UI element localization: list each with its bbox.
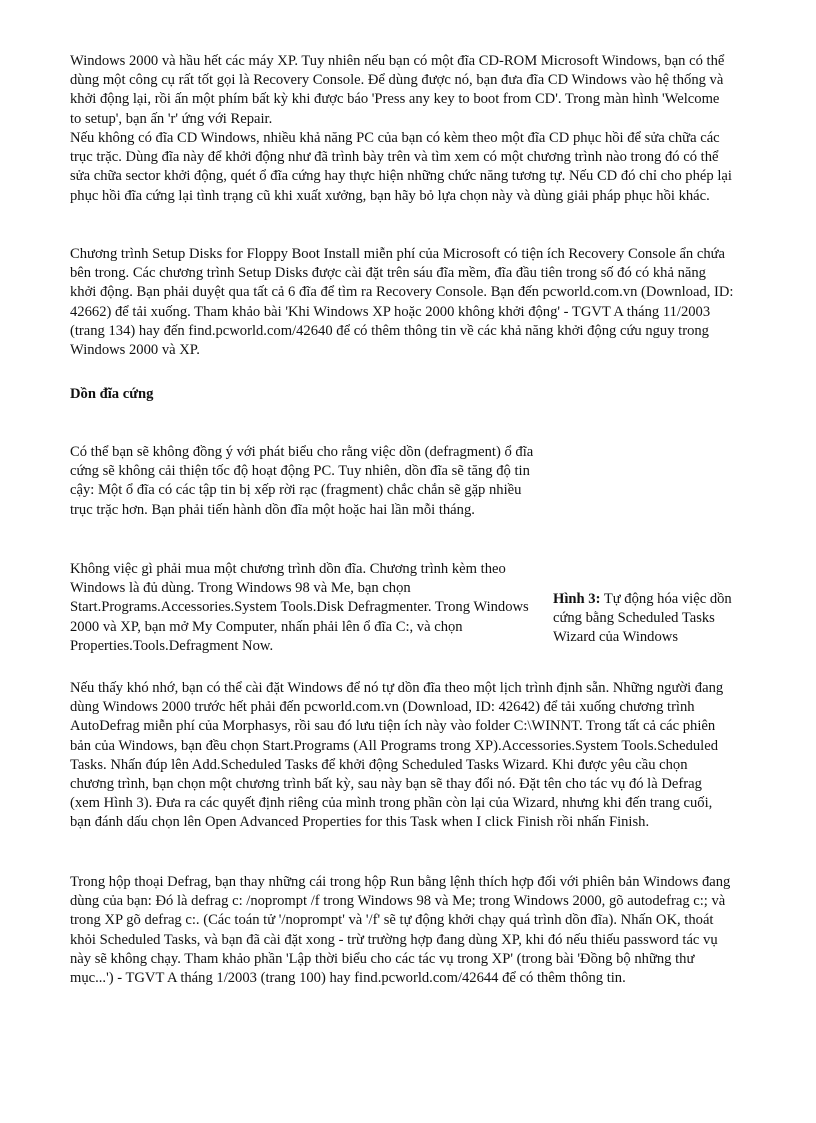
paragraph-recovery-console: Windows 2000 và hầu hết các máy XP. Tuy nhiên nếu bạn có một đĩa CD-ROM Microsoft Windows, bạn có thể dùng một công cụ rất tốt gọi là Recovery Console. Để dùng được nó, bạn đưa đĩa CD Windows vào hệ thống và khởi động lại, rồi ấn một phím bất kỳ khi được báo 'Press any key to boot from CD'. Trong màn hình 'Welcome to setup', bạn ấn 'r' ứng với Repair.: [70, 53, 725, 127]
paragraph-defrag-dialog: Trong hộp thoại Defrag, bạn thay những cái trong hộp Run bằng lệnh thích hợp đối với phiên bản Windows đang dùng của bạn: Đó là defrag c: /noprompt /f trong Windows 98 và Me; trong Windows 2000, gõ autodefrag c:; và trong XP gõ defrag c:. (Các toán tử '/noprompt' và '/f' sẽ tự động khởi chạy quá trình dồn đĩa). Nhấn OK, thoát khỏi Scheduled Tasks, và bạn đã cài đặt xong - trừ trường hợp đang dùng XP, khi đó nếu thiếu password tác vụ này sẽ không chạy. Tham khảo phần 'Lập thời biểu cho các tác vụ trong XP' (trong bài 'Đồng bộ những thư mục...') - TGVT A tháng 1/2003 (trang 100) hay find.pcworld.com/42644 để có thêm thông tin.: [70, 874, 731, 987]
paragraph-defrag-intro: Có thể bạn sẽ không đồng ý với phát biểu cho rằng việc dồn (defragment) ổ đĩa cứng sẽ không cải thiện tốc độ hoạt động PC. Tuy nhiên, dồn đĩa sẽ tăng độ tin cậy: Một ổ đĩa có các tập tin bị xếp rời rạc (fragment) chắc chắn sẽ gặp nhiều trục trặc hơn. Bạn phải tiến hành dồn đĩa một hoặc hai lần mỗi tháng.: [70, 444, 534, 518]
figure-caption-label: Hình 3:: [553, 591, 601, 607]
figure-caption-text: Tự động hóa việc dồn cứng bằng Scheduled Tasks Wizard của Windows: [553, 591, 732, 646]
paragraph-schedule-defrag: Nếu thấy khó nhớ, bạn có thể cài đặt Windows để nó tự dồn đĩa theo một lịch trình định sẵn. Những người đang dùng Windows 2000 trước hết phải đến pcworld.com.vn (Download, ID: 42642) để tải xuống chương trình AutoDefrag miễn phí của Morphasys, rồi sau đó lưu tiện ích này vào folder C:\WINNT. Trong tất cả các phiên bản của Windows, bạn đều chọn Start.Programs (All Programs trong XP).Accessories.System Tools.Scheduled Tasks. Nhấn đúp lên Add.Scheduled Tasks để khởi động Scheduled Tasks Wizard. Khi được yêu cầu chọn chương trình, bạn chọn một chương trình bất kỳ, sau này bạn sẽ thay đổi nó. Đặt tên cho tác vụ đó là Defrag (xem Hình 3). Đưa ra các quyết định riêng của mình trong phần còn lại của Wizard, nhưng khi đến trang cuối, bạn đánh dấu chọn lên Open Advanced Properties for this Task when I click Finish rồi nhấn Finish.: [70, 680, 724, 831]
section-heading: Dồn đĩa cứng: [70, 386, 154, 402]
paragraph-setup-disks: Chương trình Setup Disks for Floppy Boot Install miễn phí của Microsoft có tiện ích Recovery Console ẩn chứa bên trong. Các chương trình Setup Disks được cài đặt trên sáu đĩa mềm, đĩa đầu tiên trong số đó có khả năng khởi động. Bạn phải duyệt qua tất cả 6 đĩa để tìm ra Recovery Console. Bạn đến pcworld.com.vn (Download, ID: 42662) để tải xuống. Tham khảo bài 'Khi Windows XP hoặc 2000 không khởi động' - TGVT A tháng 11/2003 (trang 134) hay đến find.pcworld.com/42640 để có thêm thông tin về các khả năng khởi động cứu nguy trong Windows 2000 và XP.: [70, 246, 734, 359]
figure-caption: [553, 590, 733, 648]
paragraph-recovery-cd: Nếu không có đĩa CD Windows, nhiều khả năng PC của bạn có kèm theo một đĩa CD phục hồi để sửa chữa các trục trặc. Dùng đĩa này để khởi động như đã trình bày trên và tìm xem có một chương trình nào trong đó có thể sửa chữa sector khởi động, quét ổ đĩa cứng hay thực hiện những chức năng tương tự. Nếu CD đó chỉ cho phép lại phục hồi đĩa cứng lại tình trạng cũ khi xuất xưởng, bạn hãy bỏ lựa chọn này và dùng giải pháp phục hồi khác.: [70, 130, 732, 204]
paragraph-defrag-tool: Không việc gì phải mua một chương trình dồn đĩa. Chương trình kèm theo Windows là đủ dùng. Trong Windows 98 và Me, bạn chọn Start.Programs.Accessories.System Tools.Disk Defragmenter. Trong Windows 2000 và XP, bạn mở My Computer, nhấn phải lên ổ đĩa C:, và chọn Properties.Tools.Defragment Now.: [70, 561, 529, 654]
